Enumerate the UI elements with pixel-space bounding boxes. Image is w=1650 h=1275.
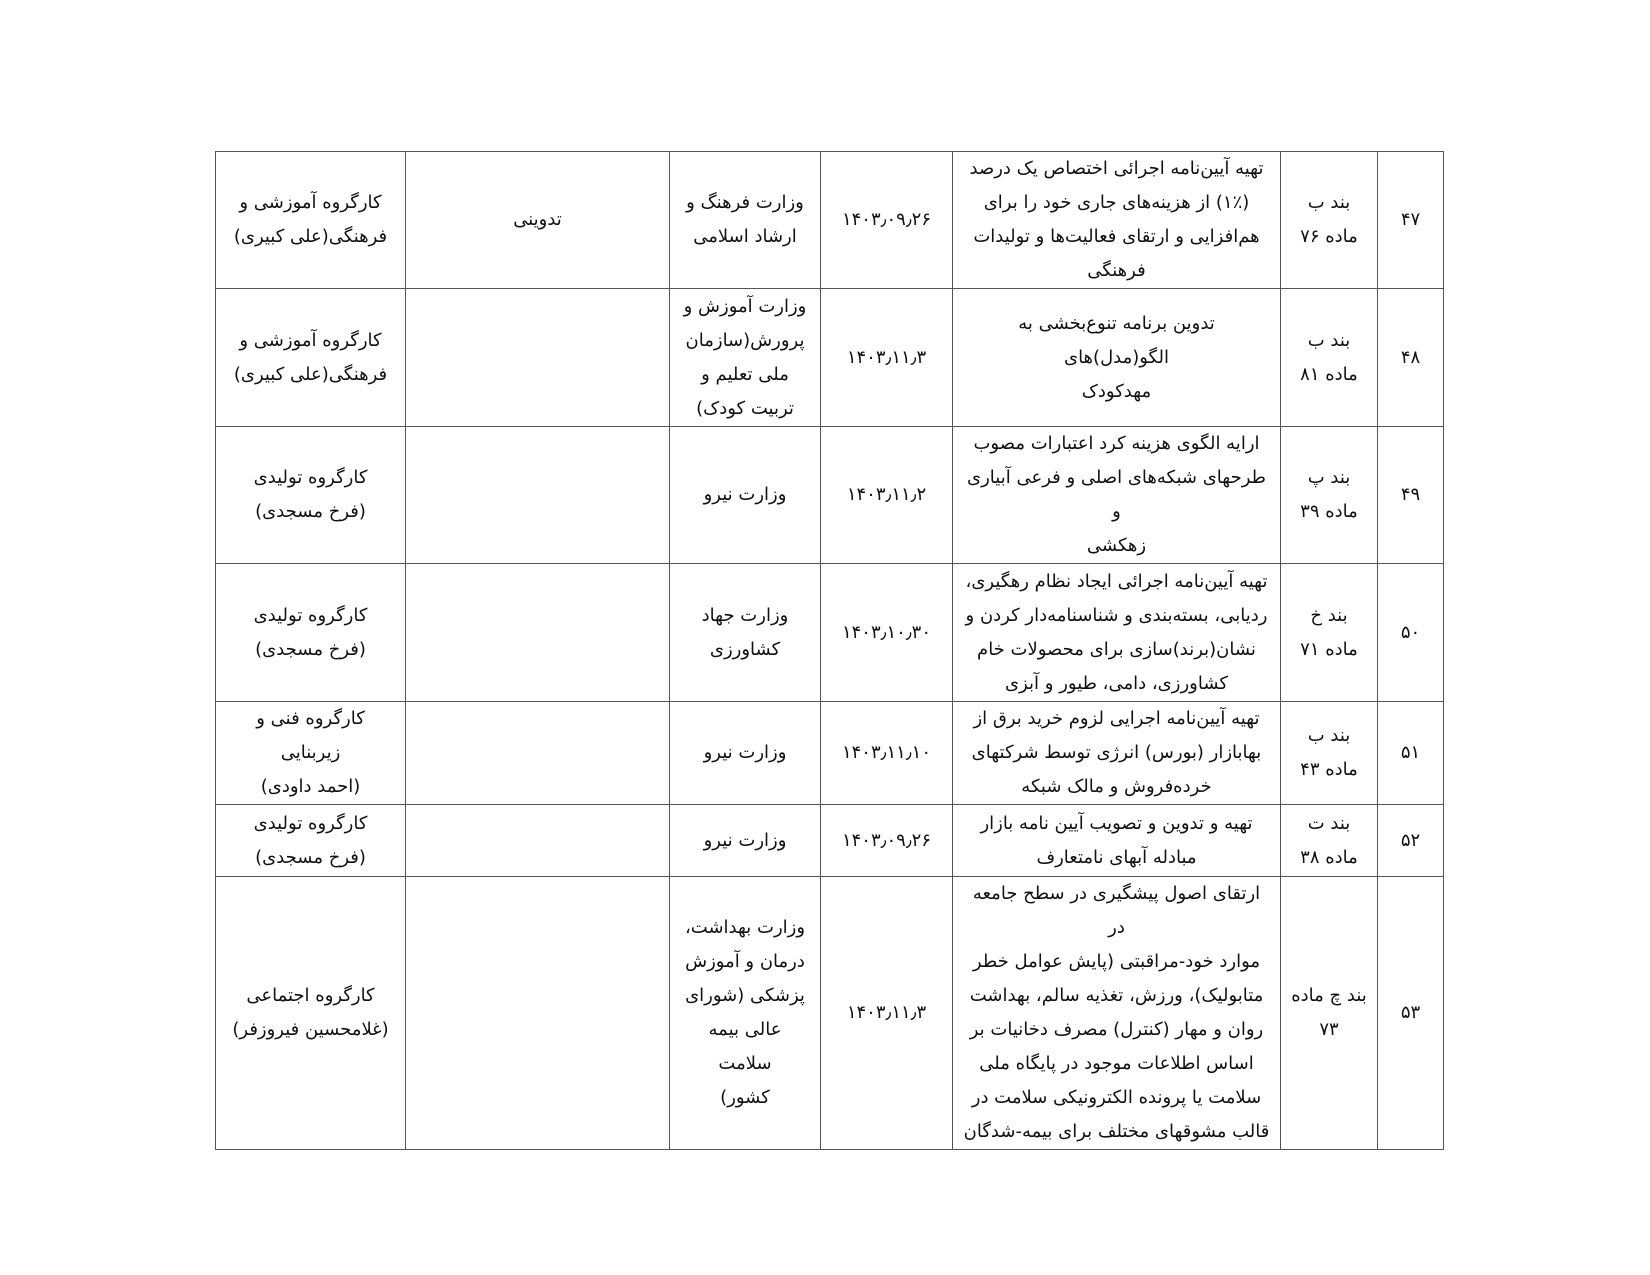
clause-reference: بند ت ماده ۳۸: [1281, 805, 1378, 877]
deadline-date: ۱۴۰۳٫۱۱٫۲: [821, 427, 953, 564]
clause-reference: بند ب ماده ۷۶: [1281, 152, 1378, 289]
working-group: کارگروه فنی و زیربنایی (احمد داودی): [216, 702, 406, 805]
responsible-organization: وزارت فرهنگ و ارشاد اسلامی: [670, 152, 821, 289]
table-row: [216, 564, 1444, 702]
task-title: تهیه آیین‌نامه اجرائی اختصاص یک درصد (۱٪) از هزینه‌های جاری خود را برای هم‌افزایی و ارتقای فعالیت‌ها و تولیدات فرهنگی: [953, 152, 1281, 289]
table-row: [216, 805, 1444, 877]
status-cell: [406, 805, 670, 877]
deadline-date: ۱۴۰۳٫۱۱٫۳: [821, 877, 953, 1150]
responsible-organization: وزارت نیرو: [670, 702, 821, 805]
clause-reference: بند ب ماده ۸۱: [1281, 289, 1378, 427]
responsible-organization: وزارت جهاد کشاورزی: [670, 564, 821, 702]
status-cell: [406, 702, 670, 805]
row-number: ۴۸: [1378, 289, 1444, 427]
status-cell: تدوینی: [406, 152, 670, 289]
deadline-date: ۱۴۰۳٫۱۰٫۳۰: [821, 564, 953, 702]
working-group: کارگروه آموزشی و فرهنگی(علی کبیری): [216, 152, 406, 289]
row-number: ۵۱: [1378, 702, 1444, 805]
clause-reference: بند پ ماده ۳۹: [1281, 427, 1378, 564]
deadline-date: ۱۴۰۳٫۱۱٫۱۰: [821, 702, 953, 805]
clause-reference: بند ب ماده ۴۳: [1281, 702, 1378, 805]
responsible-organization: وزارت نیرو: [670, 427, 821, 564]
table-row: [216, 152, 1444, 289]
clause-reference: بند خ ماده ۷۱: [1281, 564, 1378, 702]
task-title: ارتقای اصول پیشگیری در سطح جامعه در موارد خود-مراقبتی (پایش عوامل خطر متابولیک)، ورزش، تغذیه سالم، بهداشت روان و مهار (کنترل) مصرف دخانیات بر اساس اطلاعات موجود در پایگاه ملی سلامت یا پرونده الکترونیکی سلامت در قالب مشوقهای مختلف برای بیمه-شدگان: [953, 877, 1281, 1150]
responsible-organization: وزارت آموزش و پرورش(سازمان ملی تعلیم و تربیت کودک): [670, 289, 821, 427]
working-group: کارگروه آموزشی و فرهنگی(علی کبیری): [216, 289, 406, 427]
task-title: تهیه آیین‌نامه اجرایی لزوم خرید برق از بهابازار (بورس) انرژی توسط شرکتهای خرده‌فروش و مالک شبکه: [953, 702, 1281, 805]
table-row: [216, 877, 1444, 1150]
task-title: تهیه آیین‌نامه اجرائی ایجاد نظام رهگیری، ردیابی، بسته‌بندی و شناسنامه‌دار کردن و نشان(برند)سازی برای محصولات خام کشاورزی، دامی، طیور و آبزی: [953, 564, 1281, 702]
working-group: کارگروه تولیدی (فرخ مسجدی): [216, 427, 406, 564]
deadline-date: ۱۴۰۳٫۰۹٫۲۶: [821, 805, 953, 877]
row-number: ۵۰: [1378, 564, 1444, 702]
working-group: کارگروه تولیدی (فرخ مسجدی): [216, 805, 406, 877]
clause-reference: بند چ ماده ۷۳: [1281, 877, 1378, 1150]
working-group: کارگروه تولیدی (فرخ مسجدی): [216, 564, 406, 702]
deadline-date: ۱۴۰۳٫۱۱٫۳: [821, 289, 953, 427]
table-row: [216, 289, 1444, 427]
responsible-organization: وزارت نیرو: [670, 805, 821, 877]
task-title: ارایه الگوی هزینه کرد اعتبارات مصوب طرحهای شبکه‌های اصلی و فرعی آبیاری و زهکشی: [953, 427, 1281, 564]
status-cell: [406, 877, 670, 1150]
status-cell: [406, 289, 670, 427]
status-cell: [406, 427, 670, 564]
working-group: کارگروه اجتماعی (غلامحسین فیروزفر): [216, 877, 406, 1150]
table-row: [216, 702, 1444, 805]
row-number: ۵۳: [1378, 877, 1444, 1150]
status-cell: [406, 564, 670, 702]
row-number: ۴۷: [1378, 152, 1444, 289]
row-number: ۴۹: [1378, 427, 1444, 564]
table-row: [216, 427, 1444, 564]
task-title: تدوین برنامه تنوع‌بخشی به الگو(مدل)های مهدکودک: [953, 289, 1281, 427]
deadline-date: ۱۴۰۳٫۰۹٫۲۶: [821, 152, 953, 289]
responsible-organization: وزارت بهداشت، درمان و آموزش پزشکی (شورای عالی بیمه سلامت کشور): [670, 877, 821, 1150]
decrees-table: [215, 151, 1444, 1150]
row-number: ۵۲: [1378, 805, 1444, 877]
task-title: تهیه و تدوین و تصویب آیین نامه بازار مبادله آبهای نامتعارف: [953, 805, 1281, 877]
